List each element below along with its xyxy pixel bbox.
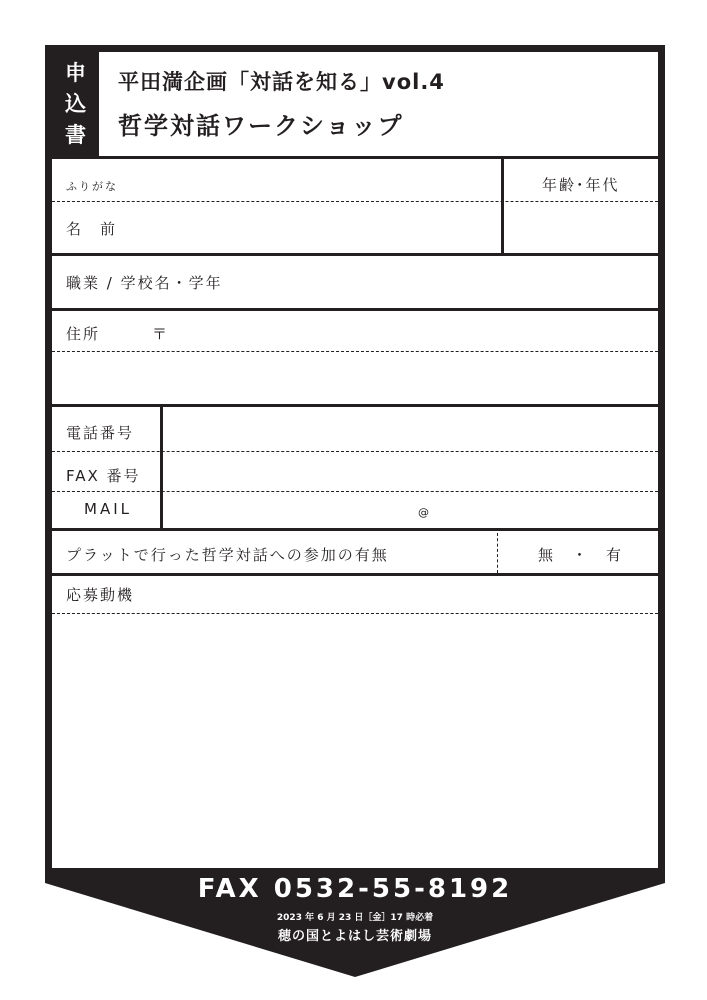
phone-divider (52, 451, 658, 452)
postal-code-input[interactable] (175, 316, 650, 346)
name-label: 名 前 (66, 220, 118, 238)
motivation-divider (52, 613, 658, 614)
occupation-input[interactable] (250, 262, 650, 302)
motivation-input[interactable] (60, 620, 650, 860)
phone-input[interactable] (168, 410, 653, 446)
postal-mark: 〒 (152, 325, 170, 343)
name-section-divider (52, 253, 658, 256)
tab-char-2: 込 (65, 92, 86, 116)
application-tab (52, 52, 99, 156)
address-input[interactable] (60, 356, 650, 400)
name-input[interactable] (140, 208, 495, 248)
address-section-divider (52, 404, 658, 407)
fax-number: FAX 0532-55-8192 (197, 874, 513, 904)
contact-section-divider (52, 528, 658, 531)
participation-section-divider (52, 573, 658, 576)
participation-question: プラットで行った哲学対話への参加の有無 (66, 546, 389, 564)
venue-name: 穂の国とよはし芸術劇場 (277, 929, 432, 944)
participation-divider (497, 533, 498, 573)
mail-at-sign: @ (418, 506, 429, 519)
fax-label: FAX 番号 (66, 467, 141, 485)
furigana-input[interactable] (69, 196, 487, 206)
occupation-divider (52, 308, 658, 311)
occupation-label: 職業 / 学校名・学年 (66, 274, 223, 292)
phone-label: 電話番号 (66, 424, 135, 442)
tab-char-3: 書 (65, 123, 86, 147)
tab-char-1: 申 (65, 61, 86, 85)
furigana-label: ふりがな (66, 180, 118, 193)
age-label: 年齢･年代 (542, 176, 620, 194)
participation-options[interactable]: 無 ・ 有 (538, 546, 624, 564)
fax-divider (52, 491, 658, 492)
email-input[interactable] (168, 495, 653, 525)
age-column-divider (501, 158, 504, 254)
event-title: 平田満企画「対話を知る」vol.4 (118, 70, 445, 94)
motivation-label: 応募動機 (66, 586, 135, 604)
contact-label-divider (160, 406, 163, 528)
address-divider (52, 351, 658, 352)
mail-label: MAIL (84, 500, 132, 518)
deadline: 2023 年 6 月 23 日［金］17 時必着 (276, 913, 434, 923)
age-input[interactable] (507, 206, 655, 250)
workshop-title: 哲学対話ワークショップ (118, 112, 404, 140)
address-label: 住所 (66, 325, 101, 343)
header-divider (52, 156, 658, 159)
fax-input[interactable] (168, 455, 653, 487)
